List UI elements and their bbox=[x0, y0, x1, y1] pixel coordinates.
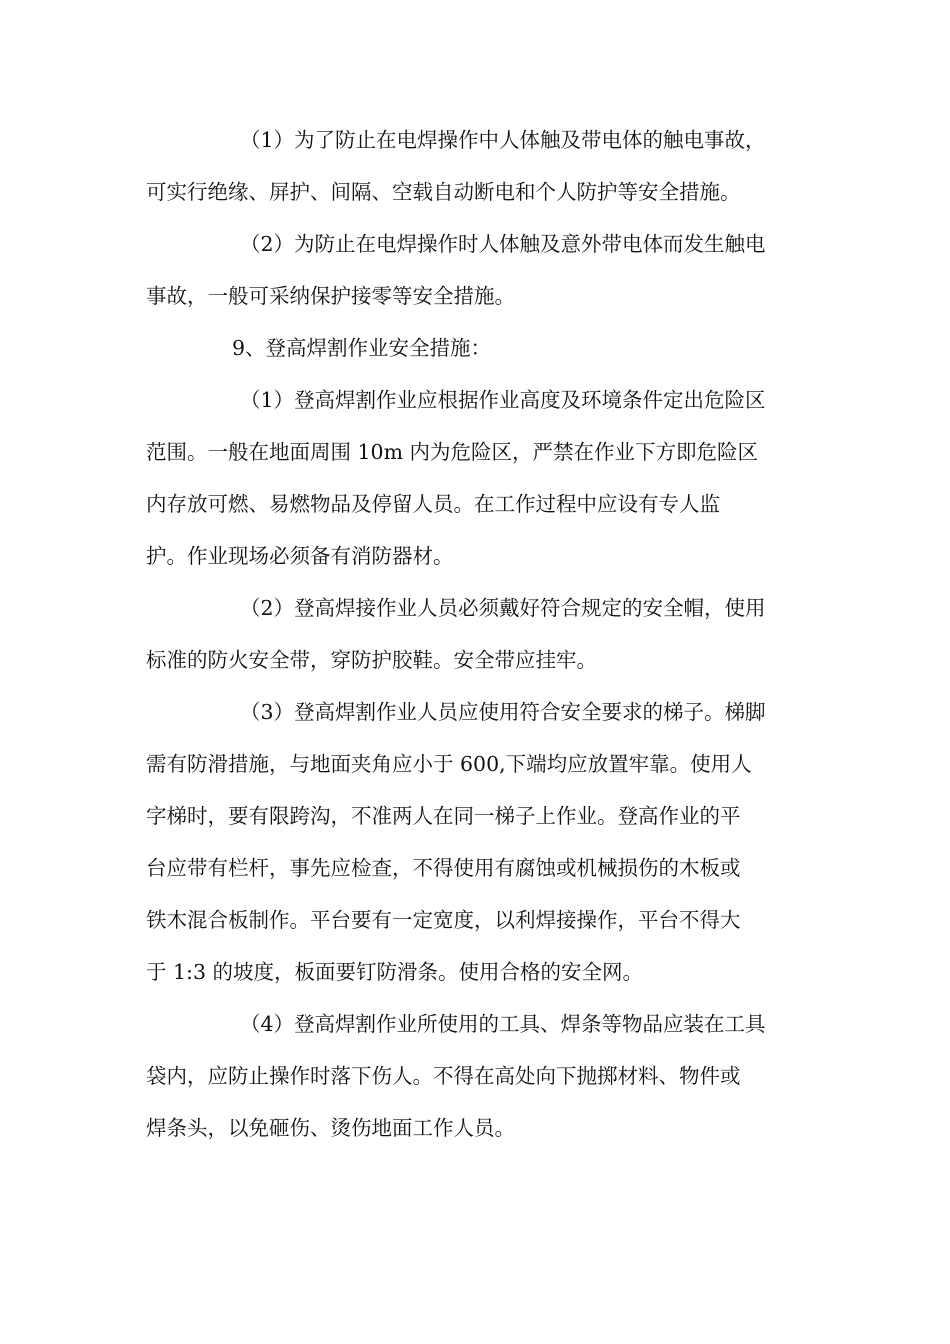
text-line: 事故，一般可采纳保护接零等安全措施。 bbox=[146, 284, 515, 308]
text-line: 范围。一般在地面周围 10m 内为危险区，严禁在作业下方即危险区 bbox=[146, 440, 759, 464]
text-line: （3）登高焊割作业人员应使用符合安全要求的梯子。梯脚 bbox=[240, 700, 766, 724]
text-line: 内存放可燃、易燃物品及停留人员。在工作过程中应设有专人监 bbox=[146, 492, 720, 516]
text-line: （1）为了防止在电焊操作中人体触及带电体的触电事故， bbox=[240, 128, 766, 152]
text-line: 铁木混合板制作。平台要有一定宽度，以利焊接操作，平台不得大 bbox=[146, 908, 741, 932]
text-line: 护。作业现场必须备有消防器材。 bbox=[146, 544, 454, 568]
text-line: （1）登高焊割作业应根据作业高度及环境条件定出危险区 bbox=[240, 388, 766, 412]
text-line: 袋内，应防止操作时落下伤人。不得在高处向下抛掷材料、物件或 bbox=[146, 1064, 741, 1088]
text-line: （2）为防止在电焊操作时人体触及意外带电体而发生触电 bbox=[240, 232, 766, 256]
text-line: 台应带有栏杆，事先应检查，不得使用有腐蚀或机械损伤的木板或 bbox=[146, 856, 741, 880]
text-line: 焊条头，以免砸伤、烫伤地面工作人员。 bbox=[146, 1116, 515, 1140]
text-line: 可实行绝缘、屏护、间隔、空载自动断电和个人防护等安全措施。 bbox=[146, 180, 741, 204]
text-line: （4）登高焊割作业所使用的工具、焊条等物品应装在工具 bbox=[240, 1012, 766, 1036]
text-line: 需有防滑措施，与地面夹角应小于 600,下端均应放置牢靠。使用人 bbox=[146, 752, 752, 776]
text-line: 标准的防火安全带，穿防护胶鞋。安全带应挂牢。 bbox=[146, 648, 597, 672]
text-line: （2）登高焊接作业人员必须戴好符合规定的安全帽，使用 bbox=[240, 596, 766, 620]
section-heading: 9、登高焊割作业安全措施： bbox=[232, 336, 492, 360]
text-line: 字梯时，要有限跨沟，不准两人在同一梯子上作业。登高作业的平 bbox=[146, 804, 741, 828]
text-line: 于 1:3 的坡度，板面要钉防滑条。使用合格的安全网。 bbox=[146, 960, 644, 984]
